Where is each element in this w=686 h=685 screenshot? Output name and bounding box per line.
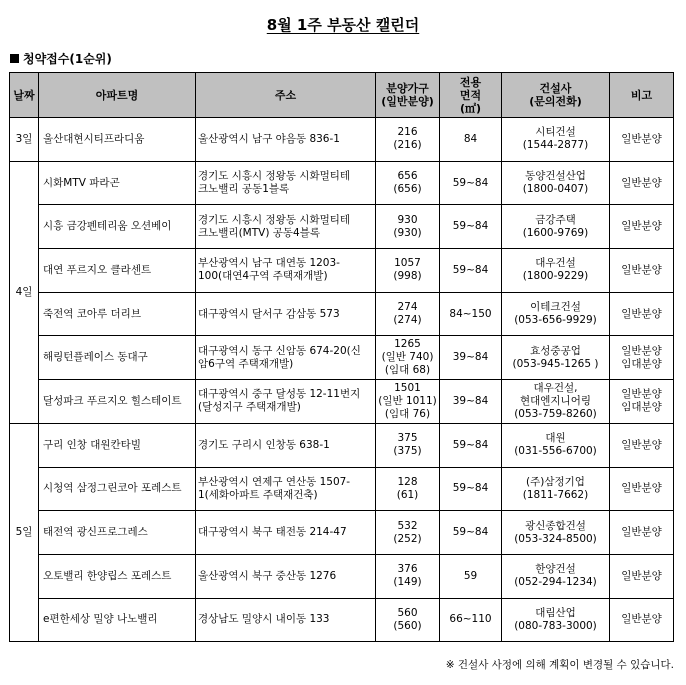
header-units: 분양가구 (일반분양) [376,73,440,118]
square-bullet-icon [10,54,19,63]
address-cell: 대구광역시 달서구 감삼동 573 [196,292,376,336]
table-row [10,511,674,555]
builder-cell: 대우건설 (1800-9229) [502,249,610,293]
table-row [10,161,674,205]
apt-name-cell: 시청역 삼정그린코아 포레스트 [39,467,196,511]
builder-cell: 한양건설 (052-294-1234) [502,554,610,598]
area-cell: 59~84 [440,161,502,205]
apt-name-cell: 달성파크 푸르지오 힐스테이트 [39,380,196,424]
units-cell: 532 (252) [376,511,440,555]
table-row [10,423,674,467]
apt-name-cell: 해링턴플레이스 동대구 [39,336,196,380]
table-row [10,118,674,162]
header-apt: 아파트명 [39,73,196,118]
builder-cell: 시티건설 (1544-2877) [502,118,610,162]
builder-cell: 대원 (031-556-6700) [502,423,610,467]
builder-cell: 광신종합건설 (053-324-8500) [502,511,610,555]
footnote: ※ 건설사 사정에 의해 계획이 변경될 수 있습니다. [445,659,674,671]
apt-name-cell: 시화MTV 파라곤 [39,161,196,205]
area-cell: 59~84 [440,205,502,249]
address-cell: 부산광역시 연제구 연산동 1507- 1(세화아파트 주택재건축) [196,467,376,511]
table-row [10,249,674,293]
units-cell: 930 (930) [376,205,440,249]
area-cell: 84 [440,118,502,162]
area-cell: 39~84 [440,336,502,380]
units-cell: 128 (61) [376,467,440,511]
builder-cell: (주)삼정기업 (1811-7662) [502,467,610,511]
area-cell: 59~84 [440,249,502,293]
builder-cell: 동양건설산업 (1800-0407) [502,161,610,205]
table-row [10,598,674,642]
builder-cell: 효성중공업 (053-945-1265 ) [502,336,610,380]
table-row [10,554,674,598]
note-cell: 일반분양 [610,467,674,511]
apt-name-cell: 구리 인창 대원칸타빌 [39,423,196,467]
date-cell: 5일 [10,423,39,641]
units-cell: 1265 (일반 740) (임대 68) [376,336,440,380]
table-row [10,292,674,336]
builder-cell: 대우건설, 현대엔지니어링 (053-759-8260) [502,380,610,424]
note-cell: 일반분양 [610,292,674,336]
area-cell: 59~84 [440,467,502,511]
table-row [10,336,674,380]
address-cell: 경기도 구리시 인창동 638-1 [196,423,376,467]
note-cell: 일반분양 [610,118,674,162]
units-cell: 375 (375) [376,423,440,467]
header-builder: 건설사 (문의전화) [502,73,610,118]
header-area: 전용 면적 (㎡) [440,73,502,118]
note-cell: 일반분양 [610,598,674,642]
address-cell: 대구광역시 동구 신암동 674-20(신 암6구역 주택재개발) [196,336,376,380]
apt-name-cell: 대연 푸르지오 클라센트 [39,249,196,293]
apt-name-cell: 태전역 광신프로그레스 [39,511,196,555]
apt-name-cell: 울산대현시티프라디움 [39,118,196,162]
note-cell: 일반분양 [610,161,674,205]
address-cell: 부산광역시 남구 대연동 1203- 100(대연4구역 주택재개발) [196,249,376,293]
area-cell: 59~84 [440,423,502,467]
table-row [10,467,674,511]
units-cell: 376 (149) [376,554,440,598]
note-cell: 일반분양 임대분양 [610,336,674,380]
area-cell: 66~110 [440,598,502,642]
apt-name-cell: e편한세상 밀양 나노밸리 [39,598,196,642]
units-cell: 1057 (998) [376,249,440,293]
apt-name-cell: 시흥 금강펜테리움 오션베이 [39,205,196,249]
header-note: 비고 [610,73,674,118]
units-cell: 216 (216) [376,118,440,162]
builder-cell: 이테크건설 (053-656-9929) [502,292,610,336]
note-cell: 일반분양 [610,205,674,249]
area-cell: 59 [440,554,502,598]
note-cell: 일반분양 [610,249,674,293]
page-title: 8월 1주 부동산 캘린더 [266,16,420,34]
address-cell: 경기도 시흥시 정왕동 시화멀티테 크노밸리(MTV) 공동4블록 [196,205,376,249]
builder-cell: 대림산업 (080-783-3000) [502,598,610,642]
header-address: 주소 [196,73,376,118]
section-heading: 청약접수(1순위) [10,50,112,67]
table-row [10,380,674,424]
address-cell: 대구광역시 북구 태전동 214-47 [196,511,376,555]
apt-name-cell: 죽전역 코아루 더리브 [39,292,196,336]
apt-name-cell: 오토밸리 한양립스 포레스트 [39,554,196,598]
header-date: 날짜 [10,73,39,118]
area-cell: 59~84 [440,511,502,555]
address-cell: 경기도 시흥시 정왕동 시화멀티테 크노밸리 공동1블록 [196,161,376,205]
units-cell: 560 (560) [376,598,440,642]
builder-cell: 금강주택 (1600-9769) [502,205,610,249]
header-row [10,73,674,118]
units-cell: 274 (274) [376,292,440,336]
units-cell: 656 (656) [376,161,440,205]
area-cell: 84~150 [440,292,502,336]
note-cell: 일반분양 [610,554,674,598]
note-cell: 일반분양 [610,423,674,467]
note-cell: 일반분양 [610,511,674,555]
address-cell: 울산광역시 남구 야음동 836-1 [196,118,376,162]
address-cell: 경상남도 밀양시 내이동 133 [196,598,376,642]
address-cell: 대구광역시 중구 달성동 12-11번지 (달성지구 주택재개발) [196,380,376,424]
area-cell: 39~84 [440,380,502,424]
address-cell: 울산광역시 북구 중산동 1276 [196,554,376,598]
date-cell: 3일 [10,118,39,162]
note-cell: 일반분양 임대분양 [610,380,674,424]
table-row [10,205,674,249]
date-cell: 4일 [10,161,39,423]
calendar-table [9,72,674,642]
units-cell: 1501 (일반 1011) (임대 76) [376,380,440,424]
